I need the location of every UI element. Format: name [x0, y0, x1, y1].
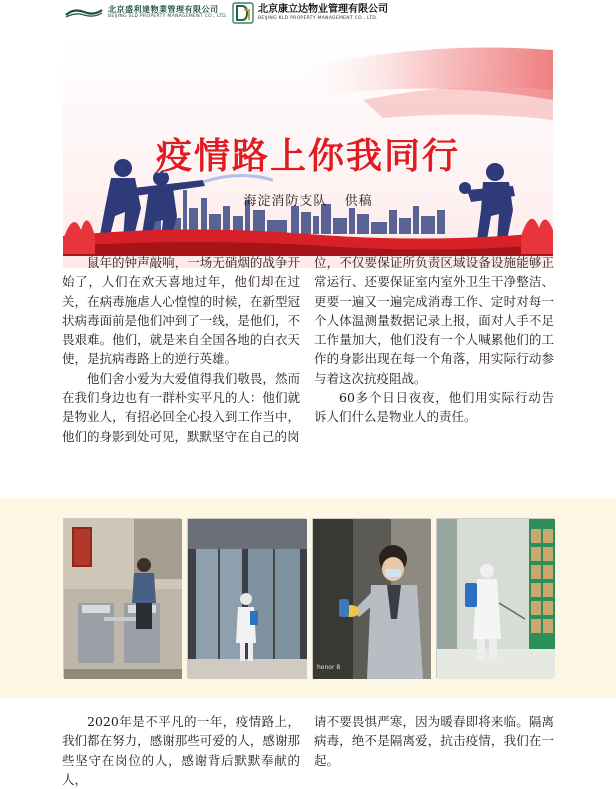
article-column-left [62, 253, 300, 446]
article-paragraph: 他们舍小爱为大爱值得我们敬畏，然而在我们身边也有一群朴实平凡的人：他们就是物业人，有招必回全心投入到工作当中，他们的身影到处可见，默默坚守在自己的岗 [62, 370, 300, 444]
article-paragraph: 请不要畏惧严寒，因为暖春即将来临。隔离病毒，绝不是隔离爱，抗击疫情，我们在一起。 [314, 714, 554, 768]
sld-logo-mark-icon [64, 7, 104, 19]
article-paragraph: 2020年是不平凡的一年，疫情路上，我们都在努力，感谢那些可爱的人，感谢那些坚守在岗位的人，感谢背后默默奉献的人， [62, 714, 300, 787]
kld-logo-mark-icon [232, 2, 254, 24]
page-header [0, 0, 616, 30]
article-column-right [314, 253, 554, 427]
sld-company-name-en: BEIJING SLD PROPERTY MANAGEMENT CO., LTD. [108, 14, 228, 19]
photo-gallery [0, 498, 616, 698]
article-paragraph: 60多个日日夜夜，他们用实际行动告诉人们什么是物业人的责任。 [314, 390, 554, 425]
article-paragraph: 鼠年的钟声敲响，一场无硝烟的战争开始了，人们在欢天喜地过年，他们却在过关，在病毒施虐人心惶惶的时候，在新型冠状病毒面前是他们冲到了一线，是他们，不畏艰难。他们，就是来自全国各地的白衣天使，是抗病毒路上的逆行英雄。 [62, 255, 300, 367]
closing-column-left [62, 712, 300, 789]
article-byline [63, 190, 553, 209]
article-title: 疫情路上你我同行 [155, 136, 460, 177]
article-paragraph: 位，不仅要保证所负责区域设备设施能够正常运行、还要保证室内室外卫生干净整洁、更要一遍又一遍完成消毒工作、定时对每一个人体温测量数据记录上报，面对人手不足工作量加大，他们没有一个人喊累他们的工作的身影出现在每一个角落，用实际行动参与着这次抗疫阻战。 [314, 255, 554, 386]
photo-entrance-spraying [187, 518, 306, 678]
photo-turnstile-disinfection [63, 518, 181, 678]
sld-company-name: 北京盛利達物業管理有限公司 [108, 5, 219, 14]
photo-corridor-spraying [436, 518, 554, 678]
camera-watermark: honor 8 [317, 664, 341, 671]
sld-logo [64, 6, 228, 20]
kld-company-name-en: BEIJING KLD PROPERTY MANAGEMENT CO., LTD. [258, 15, 378, 21]
author-credit: 供稿 [344, 194, 373, 209]
closing-column-right [314, 712, 554, 770]
kld-logo [232, 2, 388, 24]
kld-company-name: 北京康立达物业管理有限公司 [258, 3, 388, 15]
photo-elevator-wiping [312, 518, 430, 678]
title-banner [63, 40, 553, 268]
author-name: 海淀消防支队 [243, 194, 328, 209]
